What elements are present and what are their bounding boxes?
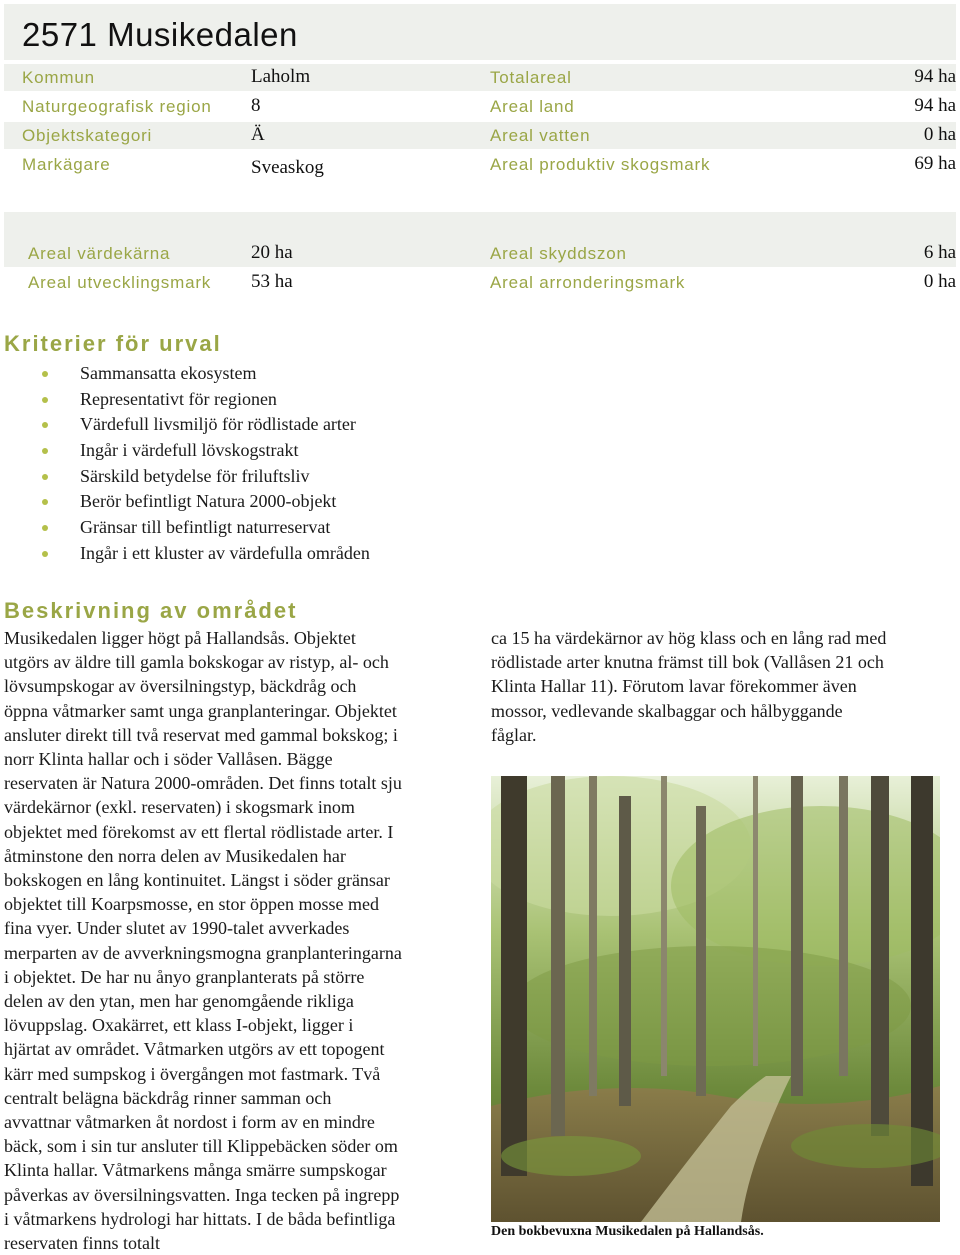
facts-label-right: Areal produktiv skogsmark [490, 155, 711, 174]
description-line: ca 15 ha värdekärnor av hög klass och en lång rad med [491, 628, 887, 648]
description-line: bokskogen en lång kontinuitet. Längst i söder gränsar [4, 870, 390, 891]
description-line: merparten av de avverkningsmogna granplanteringarna [4, 942, 402, 963]
areas-label-left: Areal värdekärna [28, 244, 171, 263]
description-line: Klinta Hallar 11). Förutom lavar förekommer även [491, 676, 857, 697]
description-line: lövuppslag. Oxakärret, ett klass I-objekt, ligger i [4, 1015, 354, 1036]
facts-value-right: 0 ha [923, 124, 956, 145]
description-line: lövsumpskogar av översilningstyp, bäckdråg och [4, 676, 357, 697]
facts-label-left: Naturgeografisk region [22, 97, 212, 116]
description-line: kärr med sumpskog i övergången mot fastmark. Två [4, 1063, 381, 1084]
criteria-item [0, 387, 370, 413]
description-left-column [4, 626, 402, 1255]
criteria-item [0, 412, 370, 438]
criteria-item [0, 515, 370, 541]
criteria-item [0, 541, 370, 567]
criteria-item-label: Ingår i värdefull lövskogstrakt [80, 440, 299, 461]
description-line: påverkas av översilningsvatten. Inga tecken på ingrepp [4, 1184, 400, 1205]
page-title: 2571 Musikedalen [22, 16, 298, 53]
description-line: Klinta hallar. Våtmarkens många smärre sumpskogar [4, 1160, 387, 1181]
description-line: avvattnar våtmarken åt nordost i form av en mindre [4, 1112, 375, 1133]
criteria-item-label: Sammansatta ekosystem [80, 363, 257, 383]
facts-label-right: Areal land [490, 97, 575, 116]
section-divider [4, 212, 956, 240]
facts-label-left: Objektskategori [22, 126, 153, 145]
criteria-item-label: Berör befintligt Natura 2000-objekt [80, 491, 337, 512]
areas-value-right: 0 ha [923, 271, 956, 292]
facts-label-left: Kommun [22, 68, 95, 87]
description-line: norr Klinta hallar och i söder Vallåsen. Bägge [4, 749, 333, 770]
bullet-icon [42, 474, 48, 480]
areas-row [4, 240, 956, 267]
description-line: rödlistade arter knutna främst till bok (Vallåsen 21 och [491, 652, 884, 673]
description-line: fåglar. [491, 724, 537, 745]
criteria-item-label: Värdefull livsmiljö för rödlistade arter [80, 414, 356, 435]
bullet-icon [42, 371, 48, 377]
criteria-item [0, 489, 370, 515]
areas-value-right: 6 ha [923, 242, 956, 263]
description-line: bäck, som i sin tur ansluter till Klippebäcken söder om [4, 1136, 398, 1157]
facts-value-left: Sveaskog [251, 157, 324, 178]
areas-label-left: Areal utvecklingsmark [28, 273, 212, 292]
facts-row [4, 93, 956, 120]
criteria-item-label: Representativt för regionen [80, 388, 277, 409]
description-line: öppna våtmarker samt unga granplanteringar. Objektet [4, 700, 397, 721]
facts-label-right: Areal vatten [490, 126, 591, 145]
description-heading: Beskrivning av området [4, 598, 298, 623]
criteria-item [0, 361, 370, 387]
criteria-item-label: Ingår i ett kluster av värdefulla områden [80, 542, 370, 563]
description-line: centralt belägna bäckdråg rinner samman och [4, 1087, 332, 1108]
facts-value-left: 8 [251, 95, 261, 116]
bullet-icon [42, 448, 48, 454]
description-line: objektet till Koarpsmosse, en stor öppen mosse med [4, 894, 379, 915]
areas-row [4, 269, 956, 296]
description-line: mossor, vedlevande skalbaggar och hålbyggande [491, 700, 843, 721]
description-line: Musikedalen ligger högt på Hallandsås. Objektet [4, 628, 356, 648]
criteria-item-label: Gränsar till befintligt naturreservat [80, 517, 331, 538]
facts-row [4, 151, 956, 178]
bullet-icon [42, 525, 48, 531]
areas-value-left: 53 ha [251, 271, 293, 292]
description-line: reservaten är Natura 2000-områden. Det finns totalt sju [4, 773, 402, 794]
description-line: delen av den ytan, men har genomgående rikliga [4, 991, 354, 1012]
areas-label-right: Areal skyddszon [490, 244, 627, 263]
facts-value-right: 94 ha [914, 95, 956, 116]
bullet-icon [42, 422, 48, 428]
bullet-icon [42, 551, 48, 557]
facts-value-right: 94 ha [914, 66, 956, 87]
bullet-icon [42, 499, 48, 505]
facts-value-left: Ä [251, 124, 265, 145]
description-line: i objektet. De har nu ånyo granplanterats på större [4, 966, 365, 987]
description-line: hjärtat av området. Våtmarken utgörs av ett topogent [4, 1039, 385, 1060]
description-right-column [491, 626, 886, 747]
description-line: ansluter direkt till två reservat med gammal bokskog; i [4, 724, 398, 745]
description-line: åtminstone den norra delen av Musikedalen har [4, 845, 346, 866]
forest-photo-image [491, 776, 940, 1222]
description-line: utgörs av äldre till gamla bokskogar av ristyp, al- och [4, 652, 389, 673]
criteria-heading: Kriterier för urval [4, 331, 222, 356]
facts-label-right: Totalareal [490, 68, 572, 87]
description-line: i våtmarkens hydrologi har hittats. I de båda befintliga [4, 1208, 396, 1229]
facts-value-right: 69 ha [914, 153, 956, 174]
areas-value-left: 20 ha [251, 242, 293, 263]
facts-value-left: Laholm [251, 66, 311, 87]
forest-photo [491, 776, 940, 1222]
description-line: fina vyer. Under slutet av 1990-talet avverkades [4, 918, 350, 939]
criteria-list [0, 361, 370, 567]
facts-row [4, 122, 956, 149]
criteria-item-label: Särskild betydelse för friluftsliv [80, 465, 310, 486]
description-line: reservaten finns totalt [4, 1233, 160, 1254]
description-line: objektet med förekomst av ett flertal rödlistade arter. I [4, 821, 394, 842]
criteria-item [0, 464, 370, 490]
facts-label-left: Markägare [22, 155, 111, 174]
description-line: värdekärnor (exkl. reservaten) i skogsmark inom [4, 797, 355, 818]
areas-label-right: Areal arronderingsmark [490, 273, 686, 292]
facts-row [4, 64, 956, 91]
criteria-item [0, 438, 370, 464]
photo-caption: Den bokbevuxna Musikedalen på Hallandsås. [491, 1224, 764, 1239]
bullet-icon [42, 397, 48, 403]
